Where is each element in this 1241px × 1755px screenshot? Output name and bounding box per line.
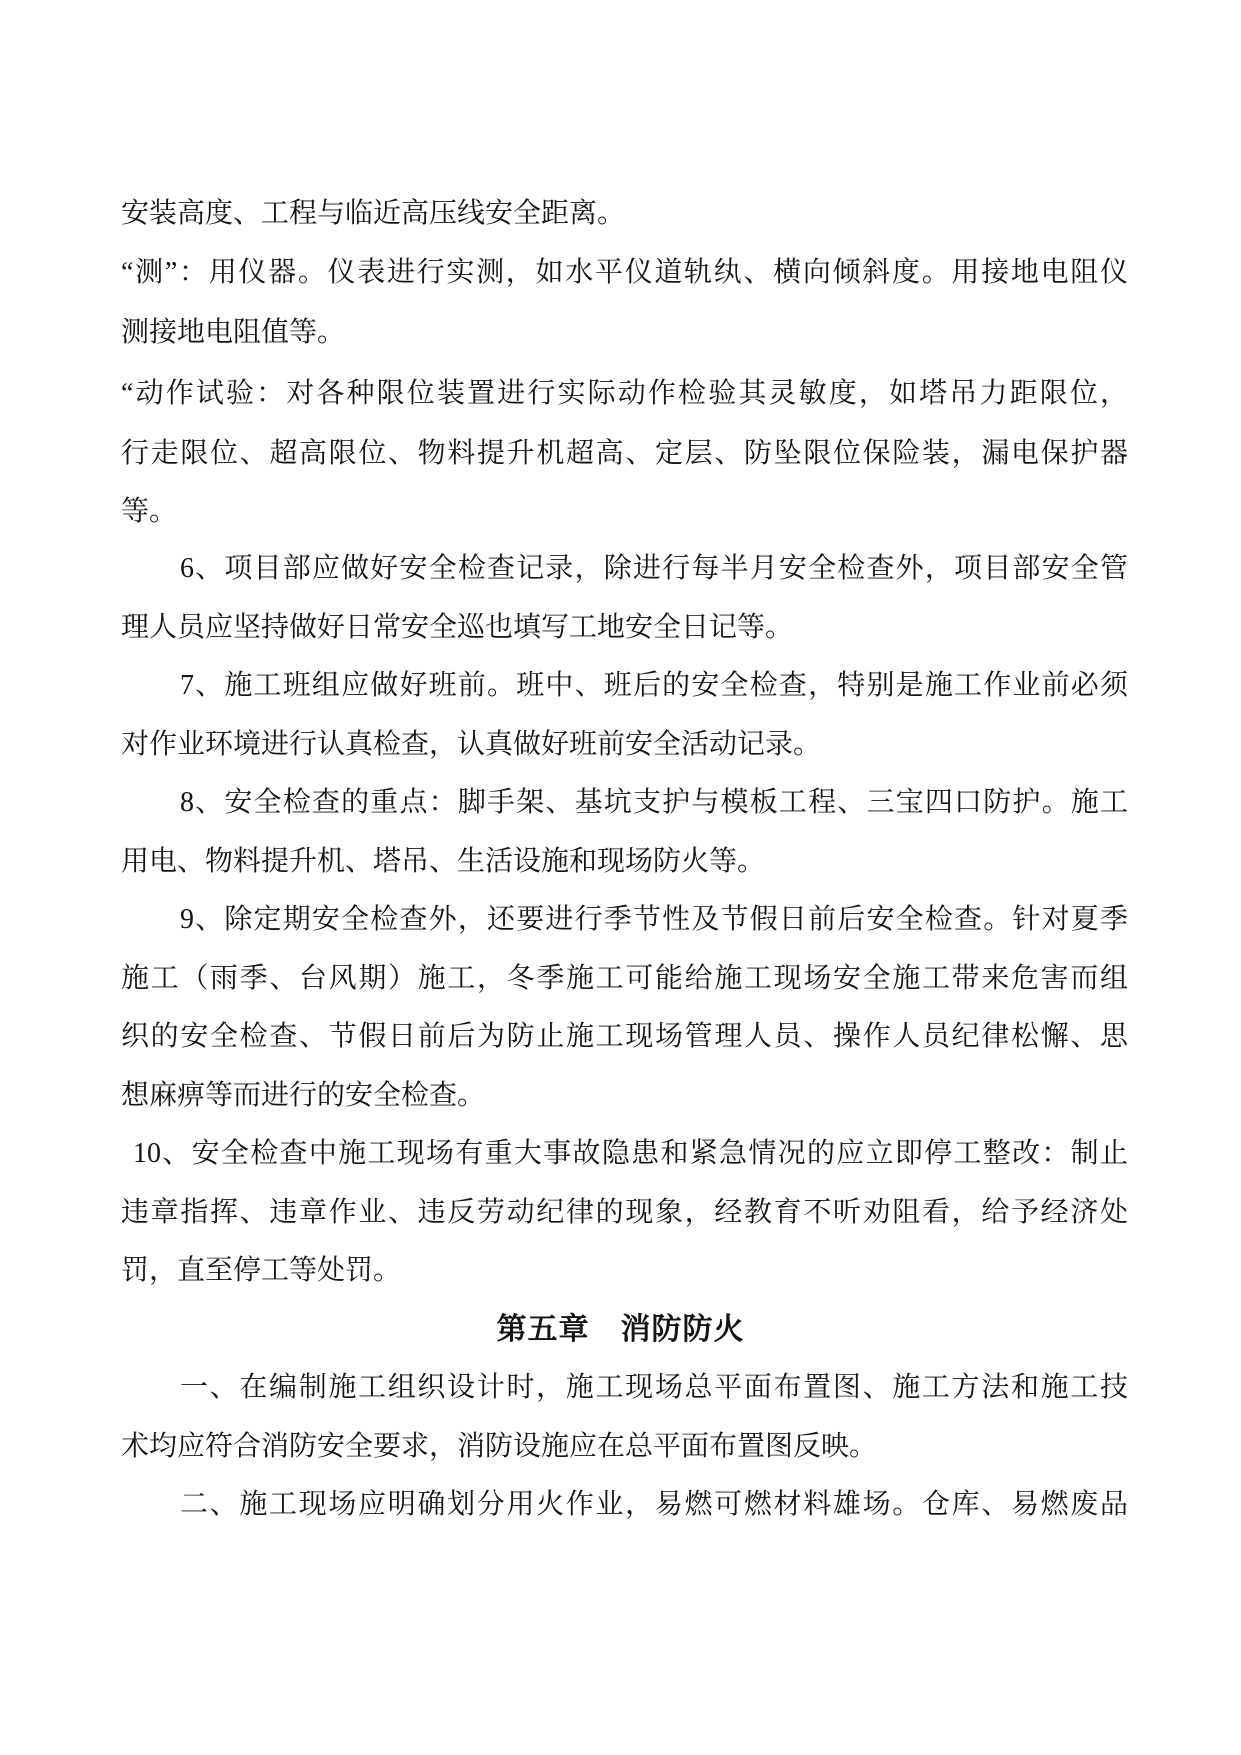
paragraph-line: 罚，直至停工等处罚。: [121, 1255, 402, 1286]
paragraph-line: 违章指挥、违章作业、违反劳动纪律的现象，经教育不听劝阻看，给予经济处: [121, 1197, 1128, 1228]
paragraph-line: 6、项目部应做好安全检查记录，除进行每半月安全检查外，项目部安全管: [180, 553, 1128, 584]
paragraph-line: 理人员应坚持做好日常安全巡也填写工地安全日记等。: [121, 612, 794, 643]
chapter-heading: 第五章 消防防火: [496, 1313, 745, 1346]
paragraph-line: 对作业环境进行认真检查，认真做好班前安全活动记录。: [121, 729, 822, 760]
paragraph-line: 一、在编制施工组织设计时，施工现场总平面布置图、施工方法和施工技: [180, 1372, 1128, 1403]
paragraph-line: 9、除定期安全检查外，还要进行季节性及节假日前后安全检查。针对夏季: [180, 904, 1128, 935]
paragraph-line: 8、安全检查的重点：脚手架、基坑支护与模板工程、三宝四口防护。施工: [180, 787, 1128, 818]
paragraph-line: 想麻痹等而进行的安全检查。: [121, 1080, 486, 1111]
paragraph-line: “动作试验：对各种限位装置进行实际动作检验其灵敏度，如塔吊力距限位，: [121, 378, 1128, 409]
paragraph-line: 术均应符合消防安全要求，消防设施应在总平面布置图反映。: [121, 1431, 878, 1462]
paragraph-line: 织的安全检查、节假日前后为防止施工现场管理人员、操作人员纪律松懈、思: [121, 1021, 1128, 1052]
paragraph-line: 施工（雨季、台风期）施工，冬季施工可能给施工现场安全施工带来危害而组: [121, 963, 1128, 994]
paragraph-line: 测接地电阻值等。: [121, 317, 346, 348]
paragraph-line: 等。: [121, 496, 178, 527]
paragraph-line: 用电、物料提升机、塔吊、生活设施和现场防火等。: [121, 846, 766, 877]
paragraph-line: 7、施工班组应做好班前。班中、班后的安全检查，特别是施工作业前必须: [180, 670, 1128, 701]
paragraph-line: 安装高度、工程与临近高压线安全距离。: [121, 198, 626, 229]
paragraph-line: 行走限位、超高限位、物料提升机超高、定层、防坠限位保险装，漏电保护器: [121, 438, 1128, 469]
paragraph-line: 10、安全检查中施工现场有重大事故隐患和紧急情况的应立即停工整改：制止: [133, 1138, 1128, 1169]
paragraph-line: “测”：用仪器。仪表进行实测，如水平仪道轨纨、横向倾斜度。用接地电阻仪: [121, 257, 1128, 288]
paragraph-line: 二、施工现场应明确划分用火作业，易燃可燃材料雄场。仓库、易燃废品: [180, 1489, 1128, 1520]
